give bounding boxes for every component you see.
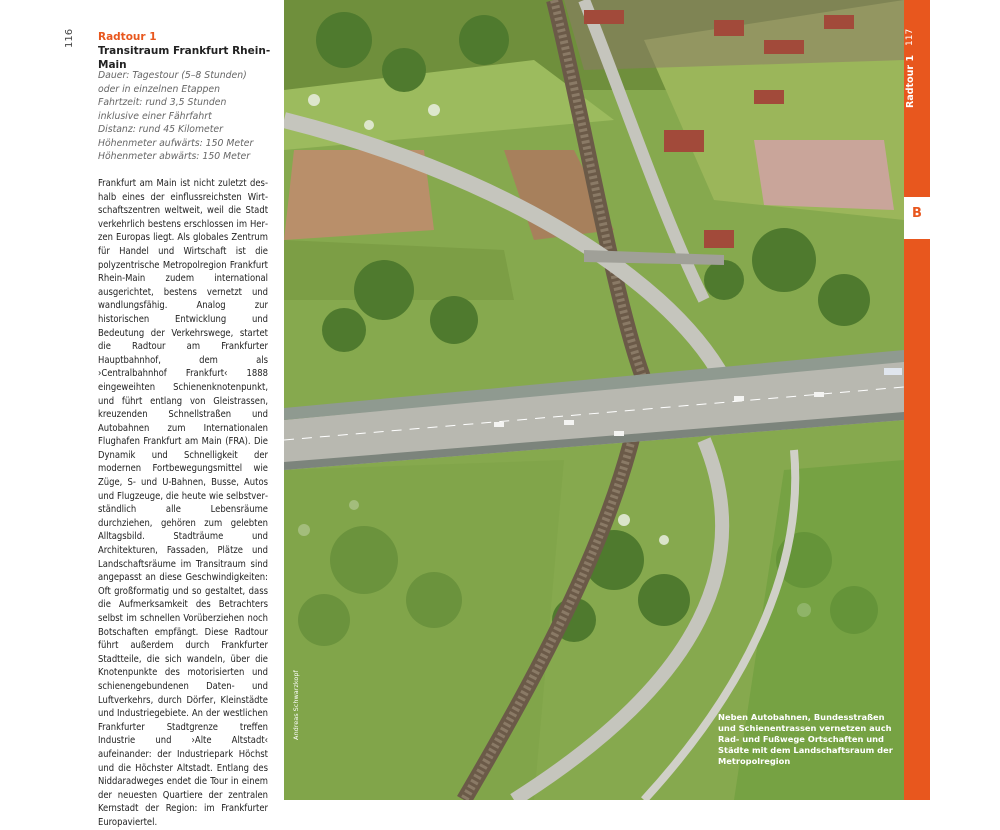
meta-elevation-up: Höhenmeter aufwärts: 150 Meter (98, 137, 254, 149)
tour-title: Transitraum Frankfurt Rhein-Main (98, 45, 271, 71)
meta-ride-time: Fahrtzeit: rund 3,5 Stunden (98, 97, 227, 108)
chapter-letter: B (912, 206, 922, 221)
tour-label: Radtour 1 (98, 31, 157, 43)
meta-elevation-down: Höhenmeter abwärts: 150 Meter (98, 151, 251, 162)
tour-meta (98, 69, 278, 164)
page-number-left: 116 (64, 28, 75, 48)
photo-caption: Neben Autobahnen, Bundesstraßen und Schienentrassen vernetzen auch Rad- und Fußwege Ortschaften und Städte mit dem Landschaftsraum der Metropolregion (718, 712, 893, 766)
chapter-label: Radtour 1 (905, 55, 916, 108)
chapter-tab-bottom (904, 239, 930, 800)
photo-credit: Andreas Schwarzkopf (292, 670, 300, 740)
meta-duration-note: oder in einzelnen Etappen (98, 83, 220, 95)
body-text: Frankfurt am Main ist nicht zuletzt deshalb eines der einflussreichsten Wirtschaftszentren weltweit, weil die Stadt verkehrlich bestens erschlossen im Herzen Europas liegt. Als globales Zentrum für Handel und Wirtschaft ist die polyzentrische Metropolregion Frankfurt Rhein-Main zudem international ausgerichtet, bestens vernetzt und wandlungsfähig. Analog zur historischen Entwicklung und Bedeutung der Verkehrswege, startet die Radtour am Frankfurter Hauptbahnhof, dem als ›Centralbahnhof Frankfurt‹ 1888 eingeweihten Schienenknotenpunkt, und führt entlang von Gleistrassen, kreuzenden Schnellstraßen und Autobahnen zum Internationalen Flughafen Frankfurt am Main (FRA). Die Dynamik und Schnelligkeit der modernen Fortbewegungsmittel wie Züge, S- und U-Bahnen, Busse, Autos und Flugzeuge, die heute wie selbstverständlich alle Lebensräume durchziehen, gehören zum gelebten Alltagsbild. Stadträume und Architekturen, Fassaden, Plätze und Landschaftsräume im Transitraum sind angepasst an diese Geschwindigkeiten: Oft großformatig und so gestaltet, dass die Aufmerksamkeit des Betrachters selbst im schnellen Vorüberziehen noch Botschaften empfängt. Diese Radtour führt außerdem durch Frankfurter Stadtteile, die sich wandeln, über die Knotenpunkte des motorisierten und schienengebundenen Daten- und Luftverkehrs, durch Dörfer, Kleinstädte und Industriegebiete. An der westlichen Frankfurter Stadtgrenze treffen Industrie und ›Alte Altstadt‹ aufeinander: der Industriepark Höchst und die Höchster Altstadt. Entlang des Niddaradweges endet die Tour in einem der neuesten Quartiere der zentralen Kernstadt der Region: im Frankfurter Europaviertel. (98, 178, 268, 828)
meta-duration: Dauer: Tagestour (5–8 Stunden) (98, 70, 247, 81)
page-number-right: 117 (905, 28, 915, 46)
aerial-photo-illustration (284, 0, 904, 800)
meta-ride-time-note: inklusive einer Fährfahrt (98, 110, 212, 122)
aerial-photo (284, 0, 904, 800)
tour-header (98, 30, 278, 72)
chapter-tab (904, 0, 930, 800)
meta-distance: Distanz: rund 45 Kilometer (98, 124, 223, 135)
